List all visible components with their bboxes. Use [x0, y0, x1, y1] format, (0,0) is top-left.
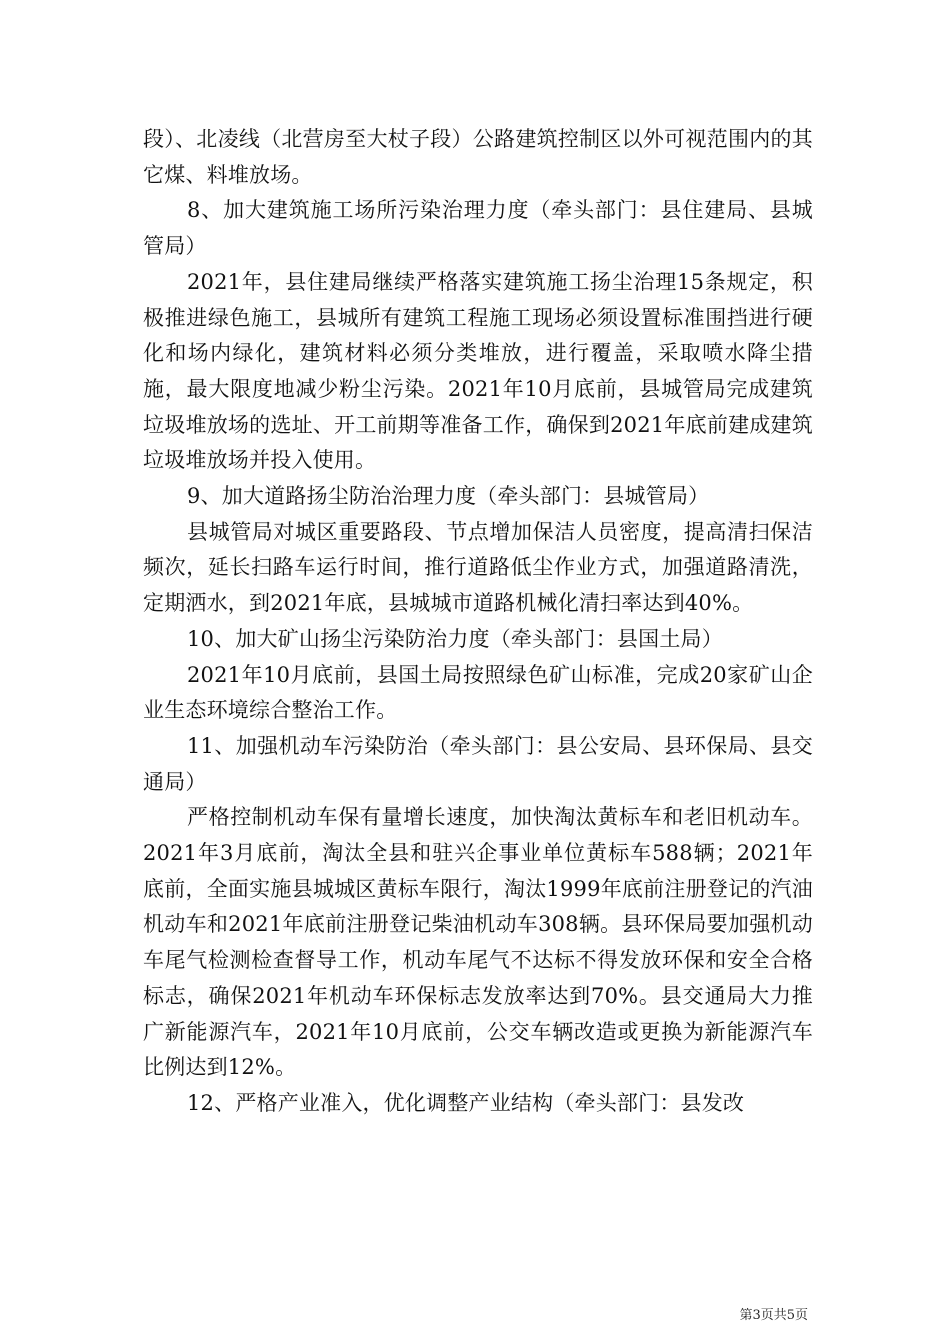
- paragraph-construction-dust: 2021年，县住建局继续严格落实建筑施工扬尘治理15条规定，积极推进绿色施工，县城所有建筑工程施工现场必须设置标准围挡进行硬化和场内绿化，建筑材料必须分类堆放，进行覆盖，采取喷水降尘措施，最大限度地减少粉尘污染。2021年10月底前，县城管局完成建筑垃圾堆放场的选址、开工前期等准备工作，确保到2021年底前建成建筑垃圾堆放场并投入使用。: [143, 269, 813, 473]
- paragraph-continuation: 段）、北凌线（北营房至大杖子段）公路建筑控制区以外可视范围内的其它煤、料堆放场。: [143, 127, 813, 187]
- document-body: [143, 122, 813, 1122]
- section-heading-11: 11、加强机动车污染防治（牵头部门：县公安局、县环保局、县交通局）: [143, 733, 813, 794]
- section-heading-12: 12、严格产业准入，优化调整产业结构（牵头部门：县发改: [187, 1090, 745, 1115]
- page-number-footer: 第3页共5页: [739, 1308, 808, 1323]
- section-heading-8: 8、加大建筑施工场所污染治理力度（牵头部门：县住建局、县城管局）: [143, 198, 813, 259]
- section-heading-10: 10、加大矿山扬尘污染防治力度（牵头部门：县国土局）: [187, 626, 723, 651]
- paragraph-vehicle-pollution: 严格控制机动车保有量增长速度，加快淘汰黄标车和老旧机动车。2021年3月底前，淘汰全县和驻兴企事业单位黄标车588辆；2021年底前，全面实施县城城区黄标车限行，淘汰1999年底前注册登记的汽油机动车和2021年底前注册登记柴油机动车308辆。县环保局要加强机动车尾气检测检查督导工作，机动车尾气不达标不得发放环保和安全合格标志，确保2021年机动车环保标志发放率达到70%。县交通局大力推广新能源汽车，2021年10月底前，公交车辆改造或更换为新能源汽车比例达到12%。: [143, 805, 813, 1080]
- paragraph-road-dust: 县城管局对城区重要路段、节点增加保洁人员密度，提高清扫保洁频次，延长扫路车运行时间，推行道路低尘作业方式，加强道路清洗，定期洒水，到2021年底，县城城市道路机械化清扫率达到40%。: [143, 519, 813, 616]
- section-heading-9: 9、加大道路扬尘防治治理力度（牵头部门：县城管局）: [187, 484, 710, 509]
- paragraph-mine-dust: 2021年10月底前，县国土局按照绿色矿山标准，完成20家矿山企业生态环境综合整治工作。: [143, 662, 813, 723]
